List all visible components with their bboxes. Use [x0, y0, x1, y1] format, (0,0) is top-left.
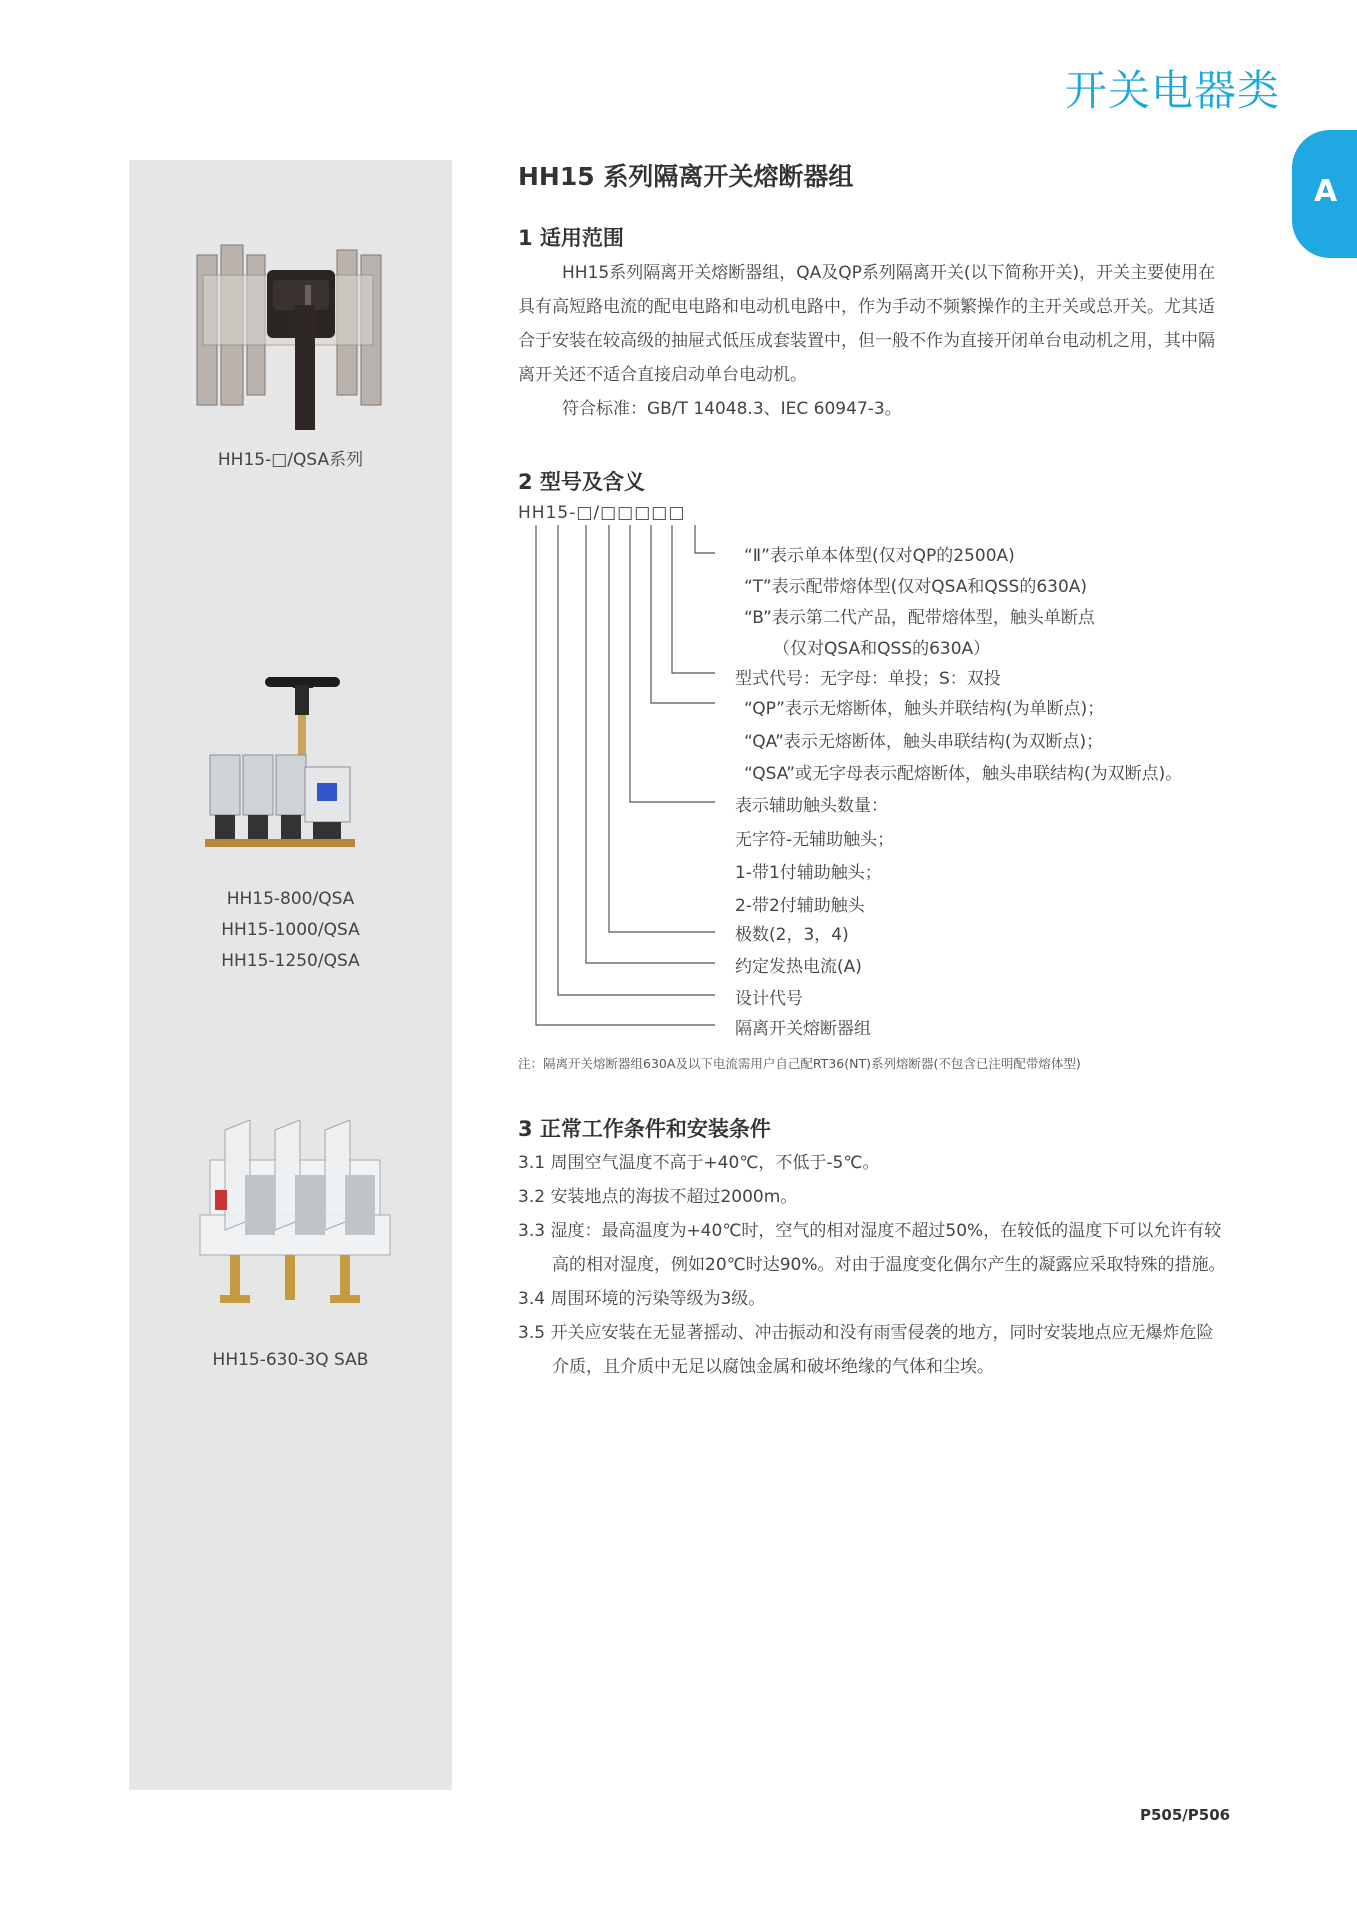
product-caption-630-3q-sab: HH15-630-3Q SAB: [212, 1350, 369, 1370]
section-3-body: [518, 1146, 1228, 1384]
section-1-heading: 1 适用范围: [518, 226, 624, 250]
bracket-line-poles: [609, 525, 715, 932]
meaning-ii: “Ⅱ”表示单本体型(仅对QP的2500A): [744, 546, 1015, 566]
meaning-poles: 极数(2，3，4): [735, 925, 849, 945]
section-1-standards: 符合标准：GB/T 14048.3、IEC 60947-3。: [562, 399, 902, 419]
meaning-b-note: （仅对QSA和QSS的630A）: [773, 639, 991, 659]
section-tab[interactable]: [1292, 130, 1357, 258]
page-title: HH15 系列隔离开关熔断器组: [518, 162, 854, 191]
condition-item: 3.1 周围空气温度不高于+40℃，不低于-5℃。: [518, 1153, 880, 1173]
section-1-paragraph: HH15系列隔离开关熔断器组，QA及QP系列隔离开关(以下简称开关)，开关主要使用在具有高短路电流的配电电路和电动机电路中，作为手动不频繁操作的主开关或总开关。尤其适合于安装在较高级的抽屉式低压成套装置中，但一般不作为直接开闭单台电动机之用，其中隔离开关还不适合直接启动单台电动机。: [518, 263, 1216, 385]
section-1-body: [518, 256, 1228, 426]
meaning-qa: “QA”表示无熔断体，触头串联结构(为双断点)；: [744, 732, 1104, 752]
model-code: HH15-□/□□□□□: [518, 503, 686, 523]
meaning-t: “T”表示配带熔体型(仅对QSA和QSS的630A): [744, 577, 1088, 597]
meaning-qsa: “QSA”或无字母表示配熔断体，触头串联结构(为双断点)。: [744, 764, 1183, 784]
condition-item: 3.5 开关应安装在无显著摇动、冲击振动和没有雨雪侵袭的地方，同时安装地点应无爆炸危险介质，且介质中无足以腐蚀金属和破坏绝缘的气体和尘埃。: [518, 1323, 1214, 1377]
meaning-qp: “QP”表示无熔断体，触头并联结构(为单断点)；: [744, 699, 1105, 719]
model-code-bracket-lines: [520, 525, 720, 1035]
product-caption-qsa-series: HH15-□/QSA系列: [217, 450, 364, 470]
section-2-note: 注：隔离开关熔断器组630A及以下电流需用户自己配RT36(NT)系列熔断器(不包含已注明配带熔体型): [518, 1056, 1081, 1071]
product-image-qsa-series: [195, 235, 385, 435]
meaning-aux-title: 表示辅助触头数量：: [735, 796, 888, 816]
condition-item: 3.2 安装地点的海拔不超过2000m。: [518, 1187, 798, 1207]
bracket-line-type-code: [672, 525, 715, 673]
condition-item: 3.3 湿度：最高温度为+40℃时，空气的相对湿度不超过50%，在较低的温度下可以允许有较高的相对湿度，例如20℃时达90%。对由于温度变化偶尔产生的凝露应采取特殊的措施。: [518, 1221, 1226, 1275]
meaning-series: 隔离开关熔断器组: [735, 1019, 871, 1039]
section-3-heading: 3 正常工作条件和安装条件: [518, 1117, 771, 1141]
meaning-aux-1: 1-带1付辅助触头；: [735, 863, 882, 883]
bracket-line-design-code: [558, 525, 715, 995]
section-2-heading: 2 型号及含义: [518, 470, 645, 494]
product-image-630-3q-sab: [190, 1120, 400, 1310]
meaning-type-code: 型式代号：无字母：单投；S：双投: [735, 669, 1001, 689]
product-image-qsa-800-1250: [205, 675, 380, 855]
meaning-design-code: 设计代号: [735, 989, 803, 1009]
bracket-line-series: [536, 525, 715, 1025]
meaning-current: 约定发热电流(A): [735, 957, 862, 977]
page-number: P505/P506: [1140, 1806, 1231, 1824]
meaning-b: “B”表示第二代产品，配带熔体型，触头单断点: [744, 608, 1095, 628]
bracket-line-ii: [695, 525, 715, 553]
condition-item: 3.4 周围环境的污染等级为3级。: [518, 1289, 766, 1309]
bracket-line-qp: [651, 525, 715, 703]
category-title: 开关电器类: [1064, 66, 1280, 115]
product-caption-qsa-800-1250: HH15-800/QSA HH15-1000/QSA HH15-1250/QSA: [221, 889, 360, 971]
section-tab-letter: A: [1314, 174, 1338, 209]
meaning-aux-2: 2-带2付辅助触头: [735, 896, 865, 916]
meaning-aux-none: 无字符-无辅助触头；: [735, 830, 895, 850]
